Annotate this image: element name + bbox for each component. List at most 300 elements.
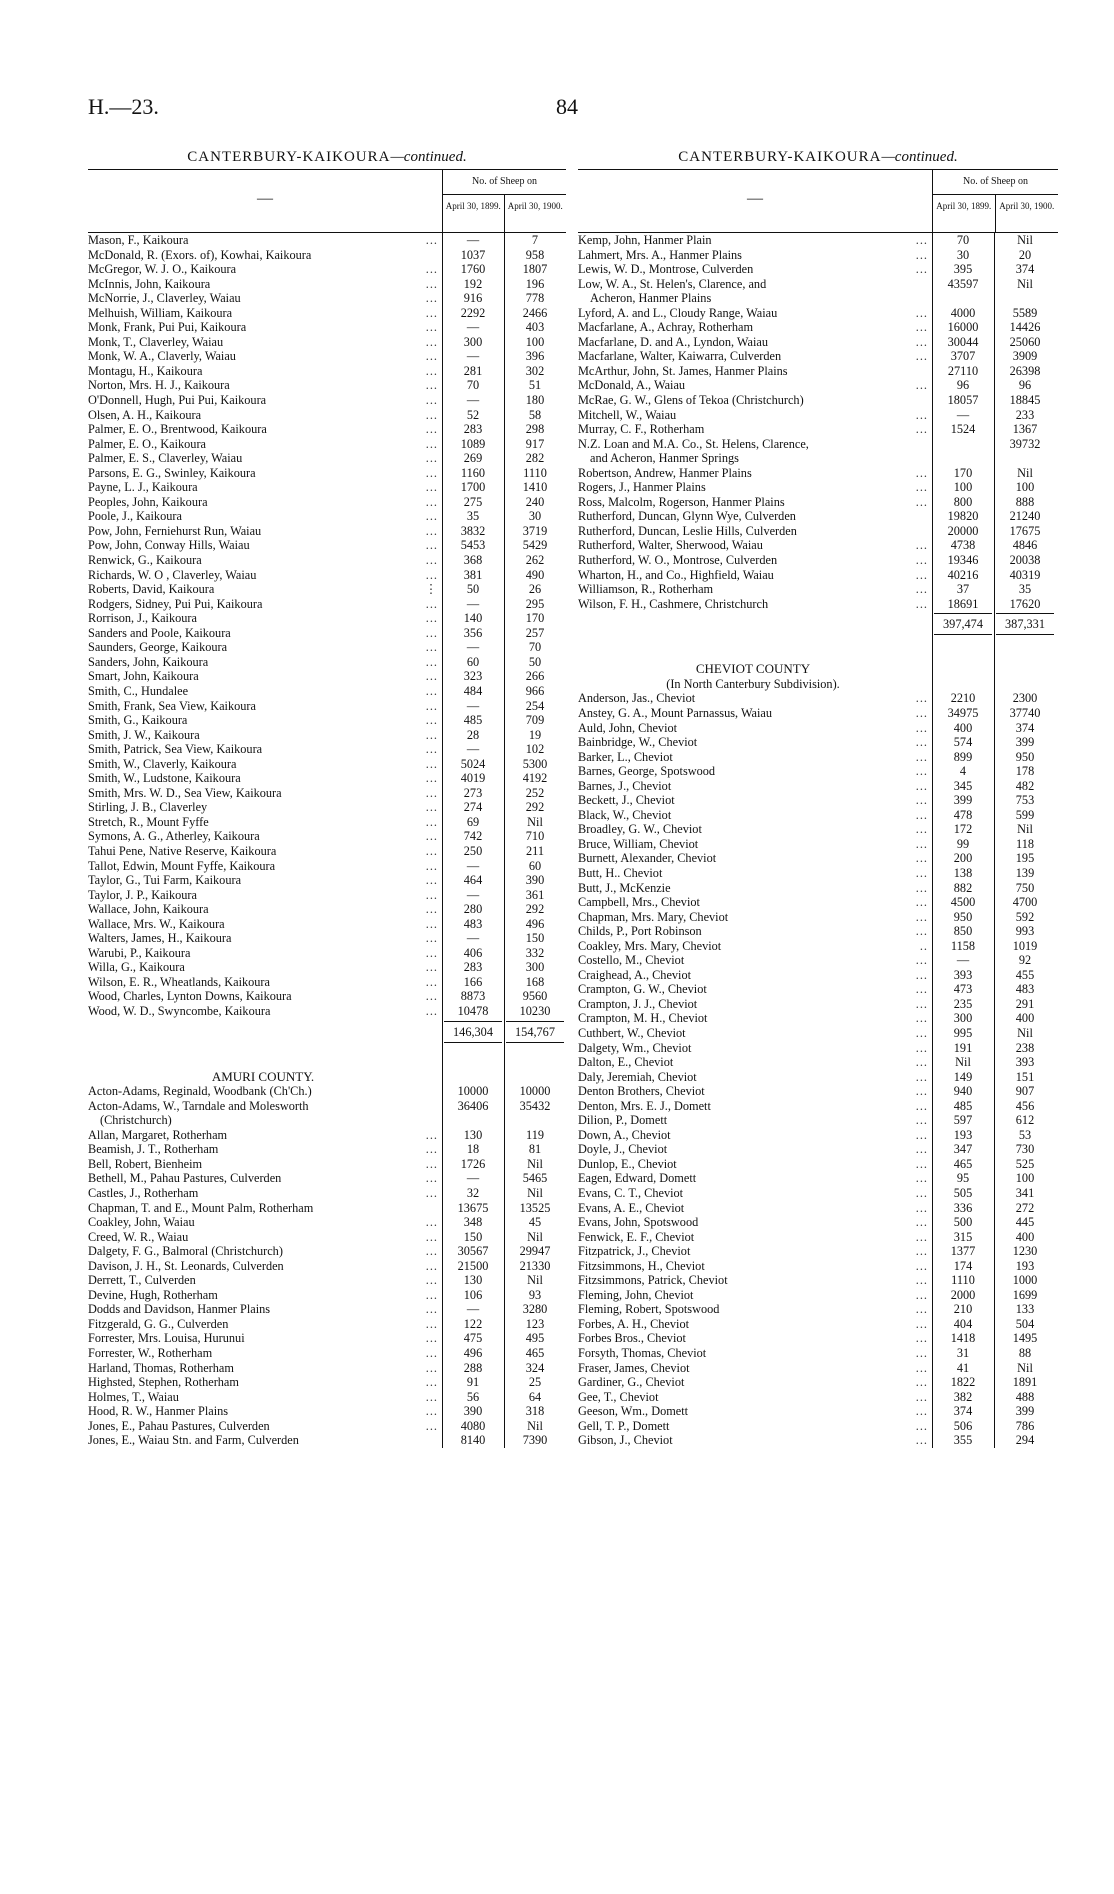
leader-dots: ... <box>425 1258 438 1273</box>
owner-name: Montagu, H., Kaikoura <box>88 363 203 378</box>
table-row <box>88 989 566 1004</box>
sheep-1899: 368 <box>463 553 483 568</box>
sheep-1900: 753 <box>1015 793 1035 808</box>
sheep-1899: 32 <box>466 1186 480 1200</box>
col-1899-header: April 30, 1899. <box>933 195 996 232</box>
page-number: 84 <box>556 94 578 119</box>
leader-dots: ... <box>425 1186 438 1200</box>
leader-dots: ... <box>915 793 928 808</box>
owner-name: Bethell, M., Pahau Pastures, Culverden <box>88 1171 282 1186</box>
leader-dots: ... <box>915 1200 928 1215</box>
sheep-1899: 60 <box>466 654 480 669</box>
leader-dots: ... <box>425 873 438 888</box>
owner-name: Creed, W. R., Waiau <box>88 1229 189 1244</box>
leader-dots: ... <box>425 349 438 364</box>
sheep-1900: 262 <box>525 553 545 568</box>
owner-name: Wood, W. D., Swyncombe, Kaikoura <box>88 1003 271 1018</box>
sheep-1899: 275 <box>463 494 483 509</box>
table-row <box>88 378 566 393</box>
sheep-1900: 482 <box>1015 778 1035 793</box>
sheep-1899: 4738 <box>950 538 976 553</box>
owner-name: Lyford, A. and L., Cloudy Range, Waiau <box>578 305 778 320</box>
table-row <box>88 393 566 408</box>
owner-name: Wilson, F. H., Cashmere, Christchurch <box>578 596 769 611</box>
sheep-1899: 250 <box>463 843 483 858</box>
leader-dots: ... <box>425 771 438 786</box>
table-row <box>88 437 566 452</box>
sheep-1900: 53 <box>1018 1127 1032 1142</box>
leader-dots: ... <box>915 924 928 939</box>
leader-dots: ... <box>915 1258 928 1273</box>
owner-name: Wallace, John, Kaikoura <box>88 902 209 917</box>
column-title-suffix: —continued. <box>390 149 467 165</box>
table-row <box>578 437 1058 452</box>
sheep-1899: 464 <box>463 873 483 888</box>
sheep-1900: 295 <box>525 596 545 611</box>
sheep-1900: 966 <box>525 683 545 698</box>
leader-dots: ... <box>915 691 928 706</box>
sheep-1899: 2292 <box>460 305 486 320</box>
owner-name: Dunlop, E., Cheviot <box>578 1156 677 1171</box>
owner-name: Robertson, Andrew, Hanmer Plains <box>578 465 752 480</box>
owner-name: Eagen, Edward, Domett <box>578 1171 697 1186</box>
sheep-1900: 51 <box>528 378 542 393</box>
sheep-1899: 345 <box>953 778 973 793</box>
table-row <box>88 975 566 990</box>
table-row <box>88 480 566 495</box>
sheep-1899: 36406 <box>457 1098 489 1113</box>
leader-dots: ... <box>425 916 438 931</box>
leader-dots: ... <box>915 262 928 277</box>
sheep-1900: 403 <box>525 320 545 335</box>
sheep-1899: 347 <box>953 1142 973 1157</box>
owner-name: Peoples, John, Kaikoura <box>88 494 208 509</box>
leader-dots: ... <box>425 742 438 757</box>
owner-name: Wharton, H., and Co., Highfield, Waiau <box>578 567 774 582</box>
leader-dots: ... <box>425 1316 438 1331</box>
leader-dots: ... <box>425 1171 438 1186</box>
leader-dots: ... <box>915 953 928 968</box>
leader-dots: ... <box>425 902 438 917</box>
table-row <box>88 451 566 466</box>
table-row <box>88 1215 566 1230</box>
owner-name: Davison, J. H., St. Leonards, Culverden <box>88 1258 284 1273</box>
leader-dots: ... <box>915 1346 928 1361</box>
sheep-1899: — <box>466 596 480 611</box>
table-row <box>578 1011 1058 1026</box>
owner-name: McGregor, W. J. O., Kaikoura <box>88 262 237 277</box>
sheep-1899: — <box>466 931 480 946</box>
table-row <box>88 1331 566 1346</box>
sheep-1900: 139 <box>1015 865 1035 880</box>
sheep-1900: 60 <box>528 858 542 873</box>
table-row <box>578 881 1058 896</box>
sheep-1899: 43597 <box>947 276 979 291</box>
leader-dots: ... <box>915 247 928 262</box>
owner-name: Barker, L., Cheviot <box>578 749 673 764</box>
sheep-1899: 18057 <box>947 393 979 408</box>
sheep-1900: 445 <box>1015 1215 1035 1230</box>
leader-dots: ... <box>425 960 438 975</box>
table-row <box>88 1084 566 1099</box>
sheep-1899: — <box>466 1302 480 1317</box>
leader-dots: ... <box>425 334 438 349</box>
sheep-1899: 399 <box>953 793 973 808</box>
sheep-1900: 525 <box>1015 1156 1035 1171</box>
sheep-1900: 1807 <box>522 262 548 277</box>
table-row <box>88 655 566 670</box>
table-row <box>88 320 566 335</box>
sheep-1900: 14426 <box>1009 320 1041 335</box>
owner-name: Butt, J., McKenzie <box>578 880 671 895</box>
sheep-1899: — <box>956 407 970 422</box>
owner-name: Murray, C. F., Rotherham <box>578 422 705 437</box>
table-row <box>578 466 1058 481</box>
table-row <box>578 480 1058 495</box>
sheep-1899: 19346 <box>947 553 979 568</box>
owner-name: Bainbridge, W., Cheviot <box>578 735 698 750</box>
sheep-1899: 130 <box>463 1127 483 1142</box>
leader-dots: ... <box>915 996 928 1011</box>
sheep-1899: 21500 <box>457 1258 489 1273</box>
leader-dots: .. <box>919 938 928 953</box>
sheep-1900: 1000 <box>1012 1273 1038 1288</box>
sheep-1900: 10000 <box>519 1084 551 1099</box>
sheep-1899: 122 <box>463 1316 483 1331</box>
owner-name: Rutherford, Duncan, Glynn Wye, Culverden <box>578 509 796 524</box>
table-row <box>88 1113 566 1128</box>
sheep-1900: 496 <box>525 916 545 931</box>
table-header <box>578 170 1058 233</box>
sheep-1899: 70 <box>956 233 970 247</box>
table-row <box>578 997 1058 1012</box>
table-rows <box>578 233 1058 1448</box>
leader-dots: ... <box>425 465 438 480</box>
sheep-1900: 4846 <box>1012 538 1038 553</box>
leader-dots: ... <box>425 262 438 277</box>
sheep-1900: 96 <box>1018 378 1032 393</box>
owner-name: Lahmert, Mrs. A., Hanmer Plains <box>578 247 742 262</box>
sheep-1900: 300 <box>525 960 545 975</box>
sheep-1900: 193 <box>1015 1258 1035 1273</box>
owner-name: Evans, A. E., Cheviot <box>578 1200 685 1215</box>
sheep-1899: 5453 <box>460 538 486 553</box>
owner-name: Derrett, T., Culverden <box>88 1273 196 1288</box>
owner-name: Stretch, R., Mount Fyffe <box>88 814 209 829</box>
table-row <box>88 1361 566 1376</box>
sheep-1899: 4019 <box>460 771 486 786</box>
owner-name: Olsen, A. H., Kaikoura <box>88 407 202 422</box>
table-row <box>88 640 566 655</box>
leader-dots: ... <box>915 1113 928 1128</box>
sheep-1899: 4000 <box>950 305 976 320</box>
owner-name: Dalgety, Wm., Cheviot <box>578 1040 692 1055</box>
table-row <box>578 735 1058 750</box>
sheep-1899: 1418 <box>950 1331 976 1346</box>
sheep-1900: 26 <box>528 582 542 597</box>
sheep-1899: 323 <box>463 669 483 684</box>
sheep-1899: — <box>466 1171 480 1186</box>
owner-name: Parsons, E. G., Swinley, Kaikoura <box>88 465 256 480</box>
sheep-1899: 478 <box>953 807 973 822</box>
owner-name: Palmer, E. O., Kaikoura <box>88 436 207 451</box>
name-column-header: — <box>747 190 763 207</box>
leader-dots: ... <box>425 291 438 306</box>
owner-name: Macfarlane, D. and A., Lyndon, Waiau <box>578 334 769 349</box>
leader-dots: ... <box>915 1025 928 1040</box>
sheep-1899: 30 <box>956 247 970 262</box>
table-row <box>88 946 566 961</box>
owner-name: (Christchurch) <box>100 1113 172 1128</box>
sheep-1899: 899 <box>953 749 973 764</box>
sheep-1899: 193 <box>953 1127 973 1142</box>
sheep-1900: 170 <box>525 611 545 626</box>
table-row <box>578 750 1058 765</box>
leader-dots: ... <box>425 974 438 989</box>
sheep-1900: 341 <box>1015 1186 1035 1200</box>
sheep-1900: 1699 <box>1012 1287 1038 1302</box>
right-column <box>578 145 1058 1448</box>
sheep-1900: 100 <box>1015 1171 1035 1186</box>
table-row <box>88 713 566 728</box>
table-row <box>578 1390 1058 1405</box>
owner-name: Palmer, E. O., Brentwood, Kaikoura <box>88 422 267 437</box>
leader-dots: ... <box>425 611 438 626</box>
sheep-1900: 19 <box>528 727 542 742</box>
sheep-1900: 29947 <box>519 1244 551 1259</box>
sheep-1900: 39732 <box>1009 436 1041 451</box>
sheep-1899: 1158 <box>950 938 976 953</box>
owner-name: Warubi, P., Kaikoura <box>88 945 191 960</box>
owner-name: Denton, Mrs. E. J., Domett <box>578 1098 711 1113</box>
sheep-1900: 272 <box>1015 1200 1035 1215</box>
sheep-1899: 1700 <box>460 480 486 495</box>
sheep-1899: 348 <box>463 1215 483 1230</box>
owner-name: Auld, John, Cheviot <box>578 720 678 735</box>
leader-dots: ... <box>425 538 438 553</box>
leader-dots: ... <box>915 807 928 822</box>
sheep-1900: 1230 <box>1012 1244 1038 1259</box>
sheep-1900: 400 <box>1015 1011 1035 1026</box>
leader-dots: ... <box>915 480 928 495</box>
sheep-1899: 235 <box>953 996 973 1011</box>
sheep-1900: 5429 <box>522 538 548 553</box>
table-row <box>578 568 1058 583</box>
table-row <box>88 1419 566 1434</box>
sheep-1899: 95 <box>956 1171 970 1186</box>
table-row <box>578 1273 1058 1288</box>
owner-name: Castles, J., Rotherham <box>88 1186 199 1200</box>
leader-dots: ... <box>915 1127 928 1142</box>
sheep-1900: 993 <box>1015 924 1035 939</box>
sheep-1899: 19820 <box>947 509 979 524</box>
sheep-1900: 100 <box>1015 480 1035 495</box>
col-1900-header: April 30, 1900. <box>507 201 563 211</box>
leader-dots: ... <box>915 465 928 480</box>
owner-name: Dalton, E., Cheviot <box>578 1055 674 1070</box>
table-row <box>578 1070 1058 1085</box>
sheep-1900: 100 <box>525 334 545 349</box>
sheep-1899: 484 <box>463 683 483 698</box>
owner-name: Macfarlane, Walter, Kaiwarra, Culverden <box>578 349 782 364</box>
leader-dots: ... <box>425 625 438 640</box>
sheep-1899: 393 <box>953 967 973 982</box>
table-row <box>578 320 1058 335</box>
sheep-1900: 30 <box>528 509 542 524</box>
table-row <box>88 771 566 786</box>
leader-dots: ... <box>425 698 438 713</box>
owner-name: Payne, L. J., Kaikoura <box>88 480 198 495</box>
sheep-1900: 917 <box>525 436 545 451</box>
left-column <box>88 145 566 1448</box>
col-1899-header: April 30, 1899. <box>443 195 505 232</box>
leader-dots: ... <box>915 1360 928 1375</box>
sheep-1900: 233 <box>1015 407 1035 422</box>
table-row <box>88 1317 566 1332</box>
table-row <box>578 1041 1058 1056</box>
owner-name: Crampton, J. J., Cheviot <box>578 996 698 1011</box>
sheep-1900: 118 <box>1016 836 1034 851</box>
table-row <box>578 1361 1058 1376</box>
leader-dots: ... <box>425 436 438 451</box>
sheep-1899: 1110 <box>951 1273 975 1288</box>
leader-dots: ... <box>915 1316 928 1331</box>
leader-dots: ... <box>915 349 928 364</box>
sheep-1900: 4192 <box>522 771 548 786</box>
owner-name: McNorrie, J., Claverley, Waiau <box>88 291 241 306</box>
table-row <box>578 1259 1058 1274</box>
owner-name: Smith, Mrs. W. D., Sea View, Kaikoura <box>88 785 282 800</box>
sheep-1900: 21330 <box>519 1258 551 1273</box>
leader-dots: ... <box>425 233 438 247</box>
owner-name: Highsted, Stephen, Rotherham <box>88 1375 239 1390</box>
sheep-1900: Nil <box>527 814 543 829</box>
table-row <box>578 349 1058 364</box>
sheep-1899: 315 <box>953 1229 973 1244</box>
leader-dots: ... <box>915 233 928 247</box>
table-row <box>578 779 1058 794</box>
sheep-1899: 3832 <box>460 523 486 538</box>
owner-name: McDonald, A., Waiau <box>578 378 686 393</box>
sheep-1899: 28 <box>466 727 480 742</box>
sheep-1899: 8140 <box>460 1433 486 1448</box>
sheep-1900: 393 <box>1015 1055 1035 1070</box>
sheep-1900: 318 <box>525 1404 545 1419</box>
table-row <box>578 1288 1058 1303</box>
sheep-1900: Nil <box>1017 822 1033 837</box>
leader-dots: ... <box>425 669 438 684</box>
owner-name: Coakley, John, Waiau <box>88 1215 195 1230</box>
sheep-1900: 254 <box>525 698 545 713</box>
sheep-1899: 850 <box>953 924 973 939</box>
sheep-1900: 25060 <box>1009 334 1041 349</box>
sheep-1899: 1760 <box>460 262 486 277</box>
leader-dots: ⋮ <box>424 582 438 597</box>
sheep-1899: 465 <box>953 1156 973 1171</box>
table-body <box>578 233 1058 1448</box>
owner-name: Fitzpatrick, J., Cheviot <box>578 1244 691 1259</box>
sheep-1899: 995 <box>953 1025 973 1040</box>
owner-name: Tallot, Edwin, Mount Fyffe, Kaikoura <box>88 858 276 873</box>
sheep-1899: 288 <box>463 1360 483 1375</box>
leader-dots: ... <box>915 582 928 597</box>
leader-dots: ... <box>425 393 438 408</box>
table-row <box>578 924 1058 939</box>
table-row <box>88 538 566 553</box>
table-row <box>578 553 1058 568</box>
leader-dots: ... <box>425 1389 438 1404</box>
sheep-1900: 257 <box>525 625 545 640</box>
owner-name: Gell, T. P., Domett <box>578 1418 670 1433</box>
sheep-1900: 324 <box>525 1360 545 1375</box>
sheep-1900: 888 <box>1015 494 1035 509</box>
sheep-1899: 170 <box>953 465 973 480</box>
sheep-1899: — <box>466 698 480 713</box>
owner-name: Crampton, G. W., Cheviot <box>578 982 707 997</box>
sheep-1899: 35 <box>466 509 480 524</box>
table-rows <box>88 233 566 1448</box>
leader-dots: ... <box>915 1040 928 1055</box>
table-body <box>88 233 566 1448</box>
owner-name: Richards, W. O , Claverley, Waiau <box>88 567 257 582</box>
column-title <box>578 145 1058 169</box>
leader-dots: ... <box>425 814 438 829</box>
leader-dots: ... <box>425 480 438 495</box>
sheep-1900: 907 <box>1015 1084 1035 1099</box>
leader-dots: ... <box>425 756 438 771</box>
table-row <box>578 706 1058 721</box>
leader-dots: ... <box>915 1375 928 1390</box>
owner-name: Pow, John, Conway Hills, Waiau <box>88 538 250 553</box>
sheep-1899: 31 <box>956 1346 970 1361</box>
owner-name: Down, A., Cheviot <box>578 1127 671 1142</box>
owner-name: Williamson, R., Rotherham <box>578 582 714 597</box>
owner-name: Acton-Adams, W., Tarndale and Molesworth <box>88 1098 309 1113</box>
table-row <box>578 1099 1058 1114</box>
leader-dots: ... <box>915 1273 928 1288</box>
table-row <box>88 728 566 743</box>
leader-dots: ... <box>425 1287 438 1302</box>
sheep-1899: 166 <box>463 974 483 989</box>
table-row <box>578 597 1058 612</box>
leader-dots: ... <box>915 1011 928 1026</box>
sheep-1900: 45 <box>528 1215 542 1230</box>
sheep-1900: 3280 <box>522 1302 548 1317</box>
sheep-1899: 273 <box>463 785 483 800</box>
sheep-1899: 1524 <box>950 422 976 437</box>
total-1900: 154,767 <box>506 1021 564 1043</box>
sheep-1899: 41 <box>956 1360 970 1375</box>
sheep-1899: 597 <box>953 1113 973 1128</box>
sheep-1900: 88 <box>1018 1346 1032 1361</box>
sheep-1900: 168 <box>525 974 545 989</box>
sheep-1900: 25 <box>528 1375 542 1390</box>
sheep-1900: 455 <box>1015 967 1035 982</box>
table-row <box>578 1026 1058 1041</box>
leader-dots: ... <box>425 945 438 960</box>
table-row <box>578 291 1058 306</box>
sheep-count-label: No. of Sheep on <box>933 170 1058 195</box>
leader-dots: ... <box>425 1302 438 1317</box>
table-row <box>88 1128 566 1143</box>
sheep-1899: 192 <box>463 276 483 291</box>
sheep-1899: 50 <box>466 582 480 597</box>
leader-dots: ... <box>425 494 438 509</box>
table-row <box>88 960 566 975</box>
table-row <box>88 1433 566 1448</box>
sheep-1899: Nil <box>955 1055 971 1070</box>
table-row <box>578 509 1058 524</box>
